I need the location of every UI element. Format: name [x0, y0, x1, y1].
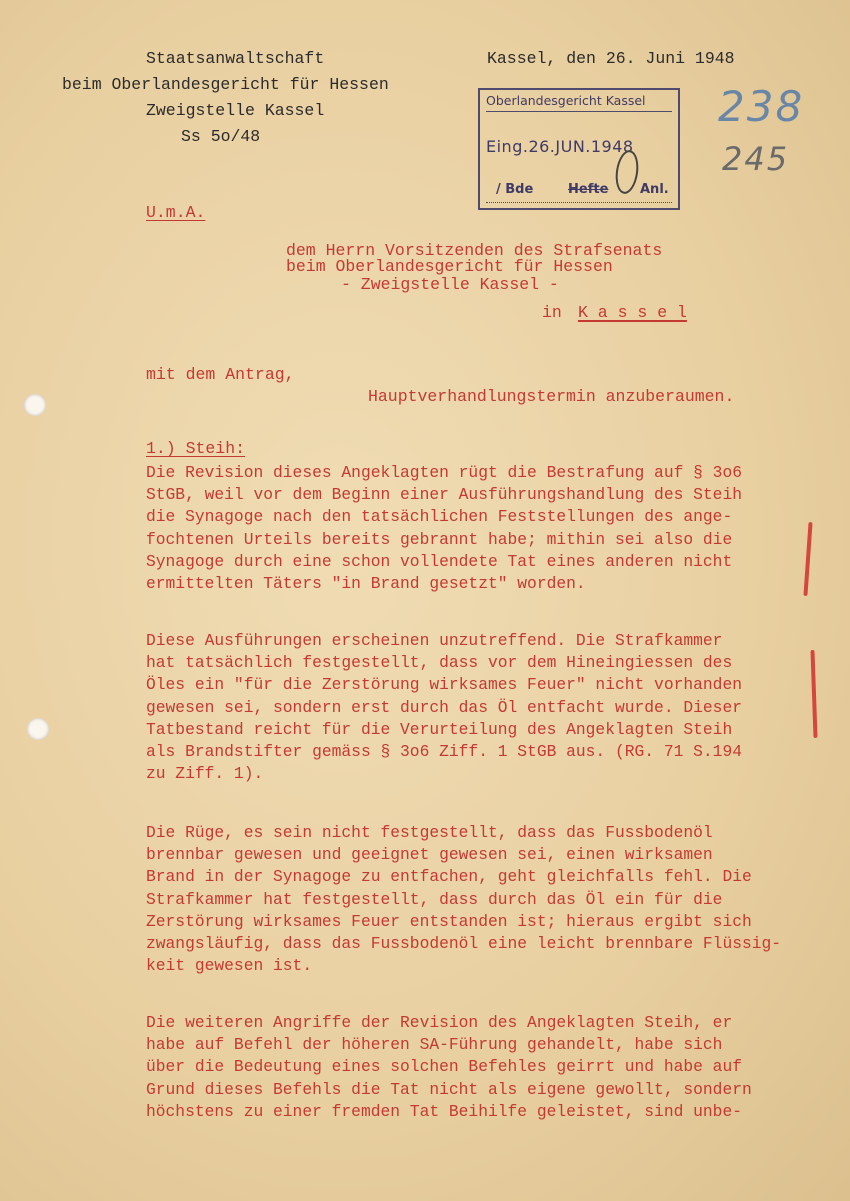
abbrev-uma: U.m.A.: [146, 203, 206, 222]
request-lead: mit dem Antrag,: [146, 365, 295, 384]
paragraph-line: brennbar gewesen und geeignet gewesen sei, einen wirksamen: [146, 845, 713, 865]
recipient-line-3: - Zweigstelle Kassel -: [341, 275, 559, 294]
recipient-line-2: beim Oberlandesgericht für Hessen: [286, 257, 613, 276]
stamp-received-date: Eing.26.JUN.1948: [486, 137, 634, 156]
paragraph-line: Grund dieses Befehls die Tat nicht als eigene gewollt, sondern: [146, 1079, 752, 1099]
paragraph-line: Brand in der Synagoge zu entfachen, geht gleichfalls fehl. Die: [146, 867, 752, 887]
punch-hole-top: [24, 394, 46, 416]
paragraph-line: keit gewesen ist.: [146, 956, 313, 976]
paragraph-line: StGB, weil vor dem Beginn einer Ausführungshandlung des Steih: [146, 485, 742, 505]
section-heading: 1.) Steih:: [146, 439, 246, 458]
paragraph-line: Die Revision dieses Angeklagten rügt die Bestrafung auf § 3o6: [146, 463, 742, 482]
paragraph-line: Synagoge durch eine schon vollendete Tat eines anderen nicht: [146, 551, 733, 571]
paragraph-1: [146, 462, 796, 595]
stamp-rule: [486, 202, 672, 203]
handwritten-number-bottom: 245: [722, 140, 790, 178]
paragraph-line: zwangsläufig, dass das Fussbodenöl eine leicht brennbare Flüssig-: [146, 934, 782, 954]
paragraph-3: [146, 822, 796, 977]
stamp-anl: Anl.: [640, 182, 669, 197]
recipient-line-1: dem Herrn Vorsitzenden des Strafsenats: [286, 241, 663, 260]
request-text: Hauptverhandlungstermin anzuberaumen.: [368, 387, 735, 406]
paragraph-line: gewesen sei, sondern erst durch das Öl entfacht wurde. Dieser: [146, 697, 742, 717]
stamp-court: Oberlandesgericht Kassel: [486, 93, 672, 112]
paragraph-line: Strafkammer hat festgestellt, dass durch das Öl ein für die: [146, 889, 723, 909]
place-date: Kassel, den 26. Juni 1948: [487, 49, 735, 68]
recipient-in: in: [542, 303, 562, 322]
paragraph-line: fochtenen Urteils bereits gebrannt habe; mithin sei also die: [146, 529, 733, 549]
authority-line-3: Zweigstelle Kassel: [146, 101, 325, 120]
paragraph-4: [146, 1012, 796, 1123]
paragraph-line: hat tatsächlich festgestellt, dass vor dem Hineingiessen des: [146, 653, 733, 673]
paragraph-line: Die weiteren Angriffe der Revision des Angeklagten Steih, er: [146, 1013, 733, 1032]
paragraph-line: Öles ein "für die Zerstörung wirksames Feuer" nicht vorhanden: [146, 675, 742, 695]
paragraph-line: Diese Ausführungen erscheinen unzutreffend. Die Strafkammer: [146, 631, 723, 650]
paragraph-line: Zerstörung wirksames Feuer entstanden ist; hieraus ergibt sich: [146, 911, 752, 931]
paragraph-line: über die Bedeutung eines solchen Befehles geirrt und habe auf: [146, 1057, 742, 1077]
paragraph-line: habe auf Befehl der höheren SA-Führung gehandelt, habe sich: [146, 1035, 723, 1055]
authority-line-1: Staatsanwaltschaft: [146, 49, 325, 68]
received-stamp: [478, 88, 680, 210]
paragraph-line: Die Rüge, es sein nicht festgestellt, dass das Fussbodenöl: [146, 823, 713, 842]
stamp-hefte: Hefte: [568, 182, 609, 197]
authority-line-2: beim Oberlandesgericht für Hessen: [62, 75, 389, 94]
punch-hole-bottom: [27, 718, 49, 740]
paragraph-line: ermittelten Täters "in Brand gesetzt" worden.: [146, 574, 586, 594]
paragraph-line: Tatbestand reicht für die Verurteilung des Angeklagten Steih: [146, 719, 733, 739]
paragraph-line: die Synagoge nach den tatsächlichen Feststellungen des ange-: [146, 507, 733, 527]
margin-mark-1: [803, 522, 812, 596]
handwritten-number-top: 238: [718, 82, 805, 131]
recipient-city: K a s s e l: [578, 303, 687, 322]
stamp-bde: / Bde: [496, 182, 534, 197]
paragraph-line: als Brandstifter gemäss § 3o6 Ziff. 1 StGB aus. (RG. 71 S.194: [146, 742, 742, 762]
margin-mark-2: [810, 650, 817, 738]
paragraph-line: zu Ziff. 1).: [146, 764, 264, 784]
file-number: Ss 5o/48: [181, 127, 261, 146]
paragraph-2: [146, 630, 796, 785]
paragraph-line: höchstens zu einer fremden Tat Beihilfe geleistet, sind unbe-: [146, 1101, 742, 1121]
